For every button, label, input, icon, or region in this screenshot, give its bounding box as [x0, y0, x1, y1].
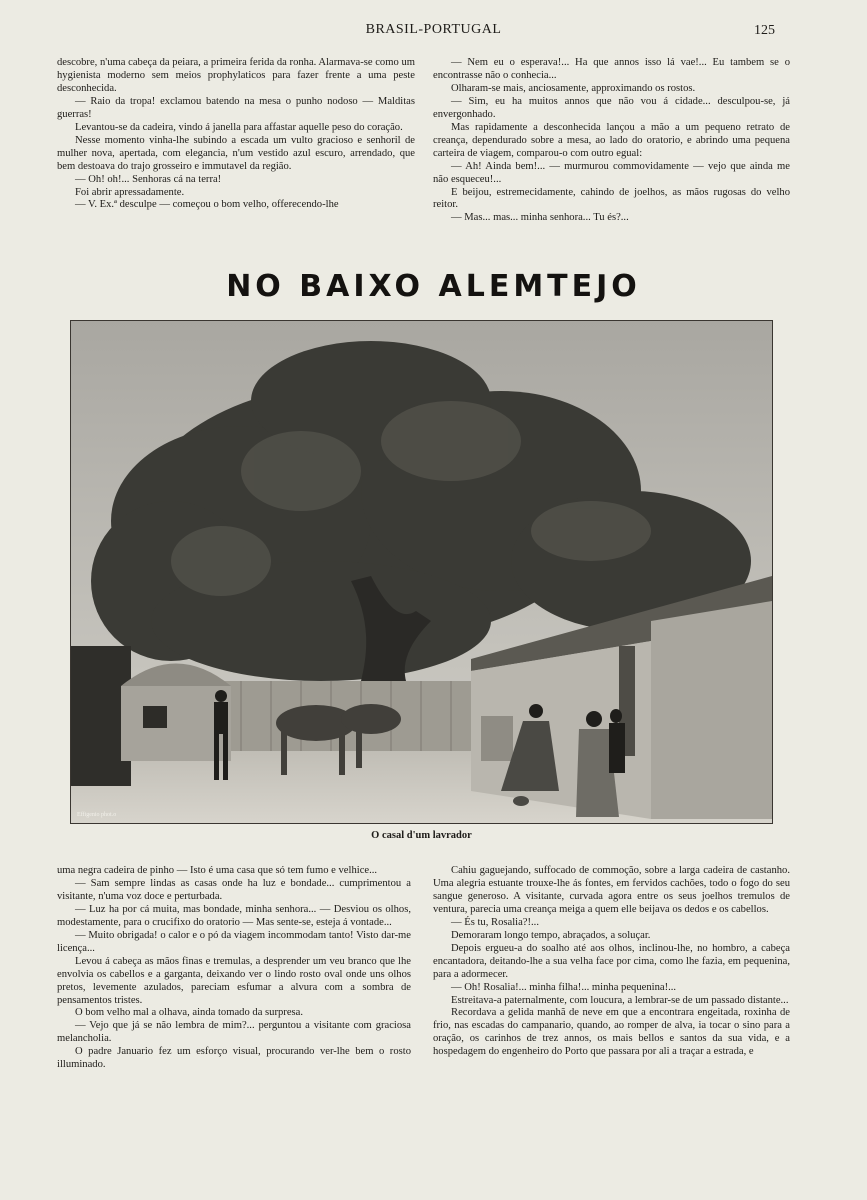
paragraph: — Oh! Rosalia!... minha filha!... minha pequenina!... — [451, 981, 677, 993]
photo-credit: Effigenio phot.o — [77, 812, 117, 818]
paragraph: O bom velho mal a olhava, ainda tomado da surpresa. — [75, 1007, 303, 1019]
paragraph: — Raio da tropa! exclamou batendo na mesa o punho nodoso — Malditas guerras! — [57, 95, 415, 120]
paragraph: — Vejo que já se não lembra de mim?... perguntou a visitante com graciosa melancholia. — [57, 1020, 411, 1045]
paragraph: — Oh! oh!... Senhoras cá na terra! — [75, 173, 222, 185]
paragraph: — Sim, eu ha muitos annos que não vou á cidade... desculpou-se, já envergonhado. — [433, 95, 790, 120]
photo-illustration — [71, 321, 772, 823]
page-number: 125 — [754, 23, 775, 38]
paragraph: — És tu, Rosalia?!... — [451, 916, 539, 928]
paragraph: E beijou, estremecidamente, cahindo de joelhos, as mãos rugosas do velho reitor. — [433, 186, 790, 211]
paragraph: Levou á cabeça as mãos finas e tremulas, a desprender um veu branco que lhe envolvia os cabellos e a garganta, deixando ver o lindo rosto oval onde uns olhos pretos, levemente azulados, pareciam esfumar a alvura com a sombra de pensamentos tristes. — [57, 955, 411, 1006]
paragraph: descobre, n'uma cabeça da peiara, a primeira ferida da ronha. Alarmava-se como um hygienista moderno sem meios prophylaticos para fazer frente a uma peste desconhecida. — [57, 57, 415, 94]
paragraph: Mas rapidamente a desconhecida lançou a mão a um pequeno retrato de creança, dependurado sobre a mesa, ao lado do oratorio, e abrindo uma pequena carteira de viagem, comparou-o com outro egual: — [433, 121, 790, 159]
paragraph: — Sam sempre lindas as casas onde ha luz e bondade... cumprimentou a visitante, n'uma voz doce e perturbada. — [57, 877, 411, 902]
paragraph: Recordava a gelida manhã de neve em que a encontrara engeitada, roxinha de frio, nas escadas do campanario, quando, ao romper de alva, ia tocar o sino para a oração, os carinhos de trez annos, os mais bellos e santos da sua vida, e a hospedagem do engenheiro do Porto que passara por ali a traçar a estrada, e — [433, 1007, 790, 1058]
paragraph: Demoraram longo tempo, abraçados, a soluçar. — [451, 929, 651, 941]
paragraph: — Muito obrigada! o calor e o pó da viagem incommodam tanto! Visto dar-me licença... — [57, 929, 411, 954]
paragraph: — V. Ex.ª desculpe — começou o bom velho, offerecendo-lhe — [75, 199, 339, 211]
paragraph: Cahiu gaguejando, suffocado de commoção, sobre a larga cadeira de castanho. Uma alegria estuante trouxe-lhe ás fontes, em fervidos cachões, todo o fogo do seu sangue generoso. A visitante, curvada agora entre os seus joelhos tremulos de ventura, parecia uma creança meiga a quem elle beijava os dedos e os cabellos. — [433, 865, 790, 915]
running-header-title: BRASIL-PORTUGAL — [365, 22, 502, 37]
paragraph: Olharam-se mais, anciosamente, approximando os rostos. — [451, 82, 696, 94]
paragraph: — Nem eu o esperava!... Ha que annos isso lá vae!... Eu tambem se o encontrasse não o conhecia... — [433, 57, 790, 81]
paragraph: — Mas... mas... minha senhora... Tu és?... — [451, 212, 629, 224]
paragraph: Nesse momento vinha-lhe subindo a escada um vulto gracioso e senhoril de mulher nova, apertada, com elegancia, n'um vestido azul escuro, arrendado, que bem destoava do trajo grosseiro e immutavel da região. — [57, 134, 415, 172]
paragraph: Estreitava-a paternalmente, com loucura, a lembrar-se de um passado distante... — [451, 994, 789, 1006]
paragraph: O padre Januario fez um esforço visual, procurando ver-lhe bem o rosto illuminado. — [57, 1046, 411, 1071]
paragraph: — Luz ha por cá muita, mas bondade, minha senhora... — Desviou os olhos, modestamente, para o crucifixo do oratorio — Mas sente-se, esteja á vontade... — [57, 903, 411, 928]
paragraph: Depois ergueu-a do soalho até aos olhos, inclinou-lhe, no hombro, a cabeça encantadora, deitando-lhe a sua velha face por cima, como lhe fazia, em pequenina, para a adormecer. — [433, 942, 790, 980]
photo-caption: O casal d'um lavrador — [371, 830, 472, 841]
paragraph: Foi abrir apressadamente. — [75, 186, 185, 198]
text-column-bottom-left — [57, 865, 411, 1072]
paragraph: uma negra cadeira de pinho — Isto é uma casa que só tem fumo e velhice... — [57, 865, 378, 876]
text-column-top-left — [57, 57, 415, 212]
paragraph: — Ah! Ainda bem!... — murmurou commovidamente — vejo que ainda me não esqueceu!... — [433, 160, 790, 185]
text-column-bottom-right — [433, 865, 790, 1059]
article-headline: NO BAIXO ALEMTEJO — [226, 269, 641, 304]
text-column-top-right — [433, 57, 790, 225]
farmhouse-photograph — [70, 320, 773, 824]
paragraph: Levantou-se da cadeira, vindo á janella para affastar aquelle peso do coração. — [75, 121, 403, 133]
